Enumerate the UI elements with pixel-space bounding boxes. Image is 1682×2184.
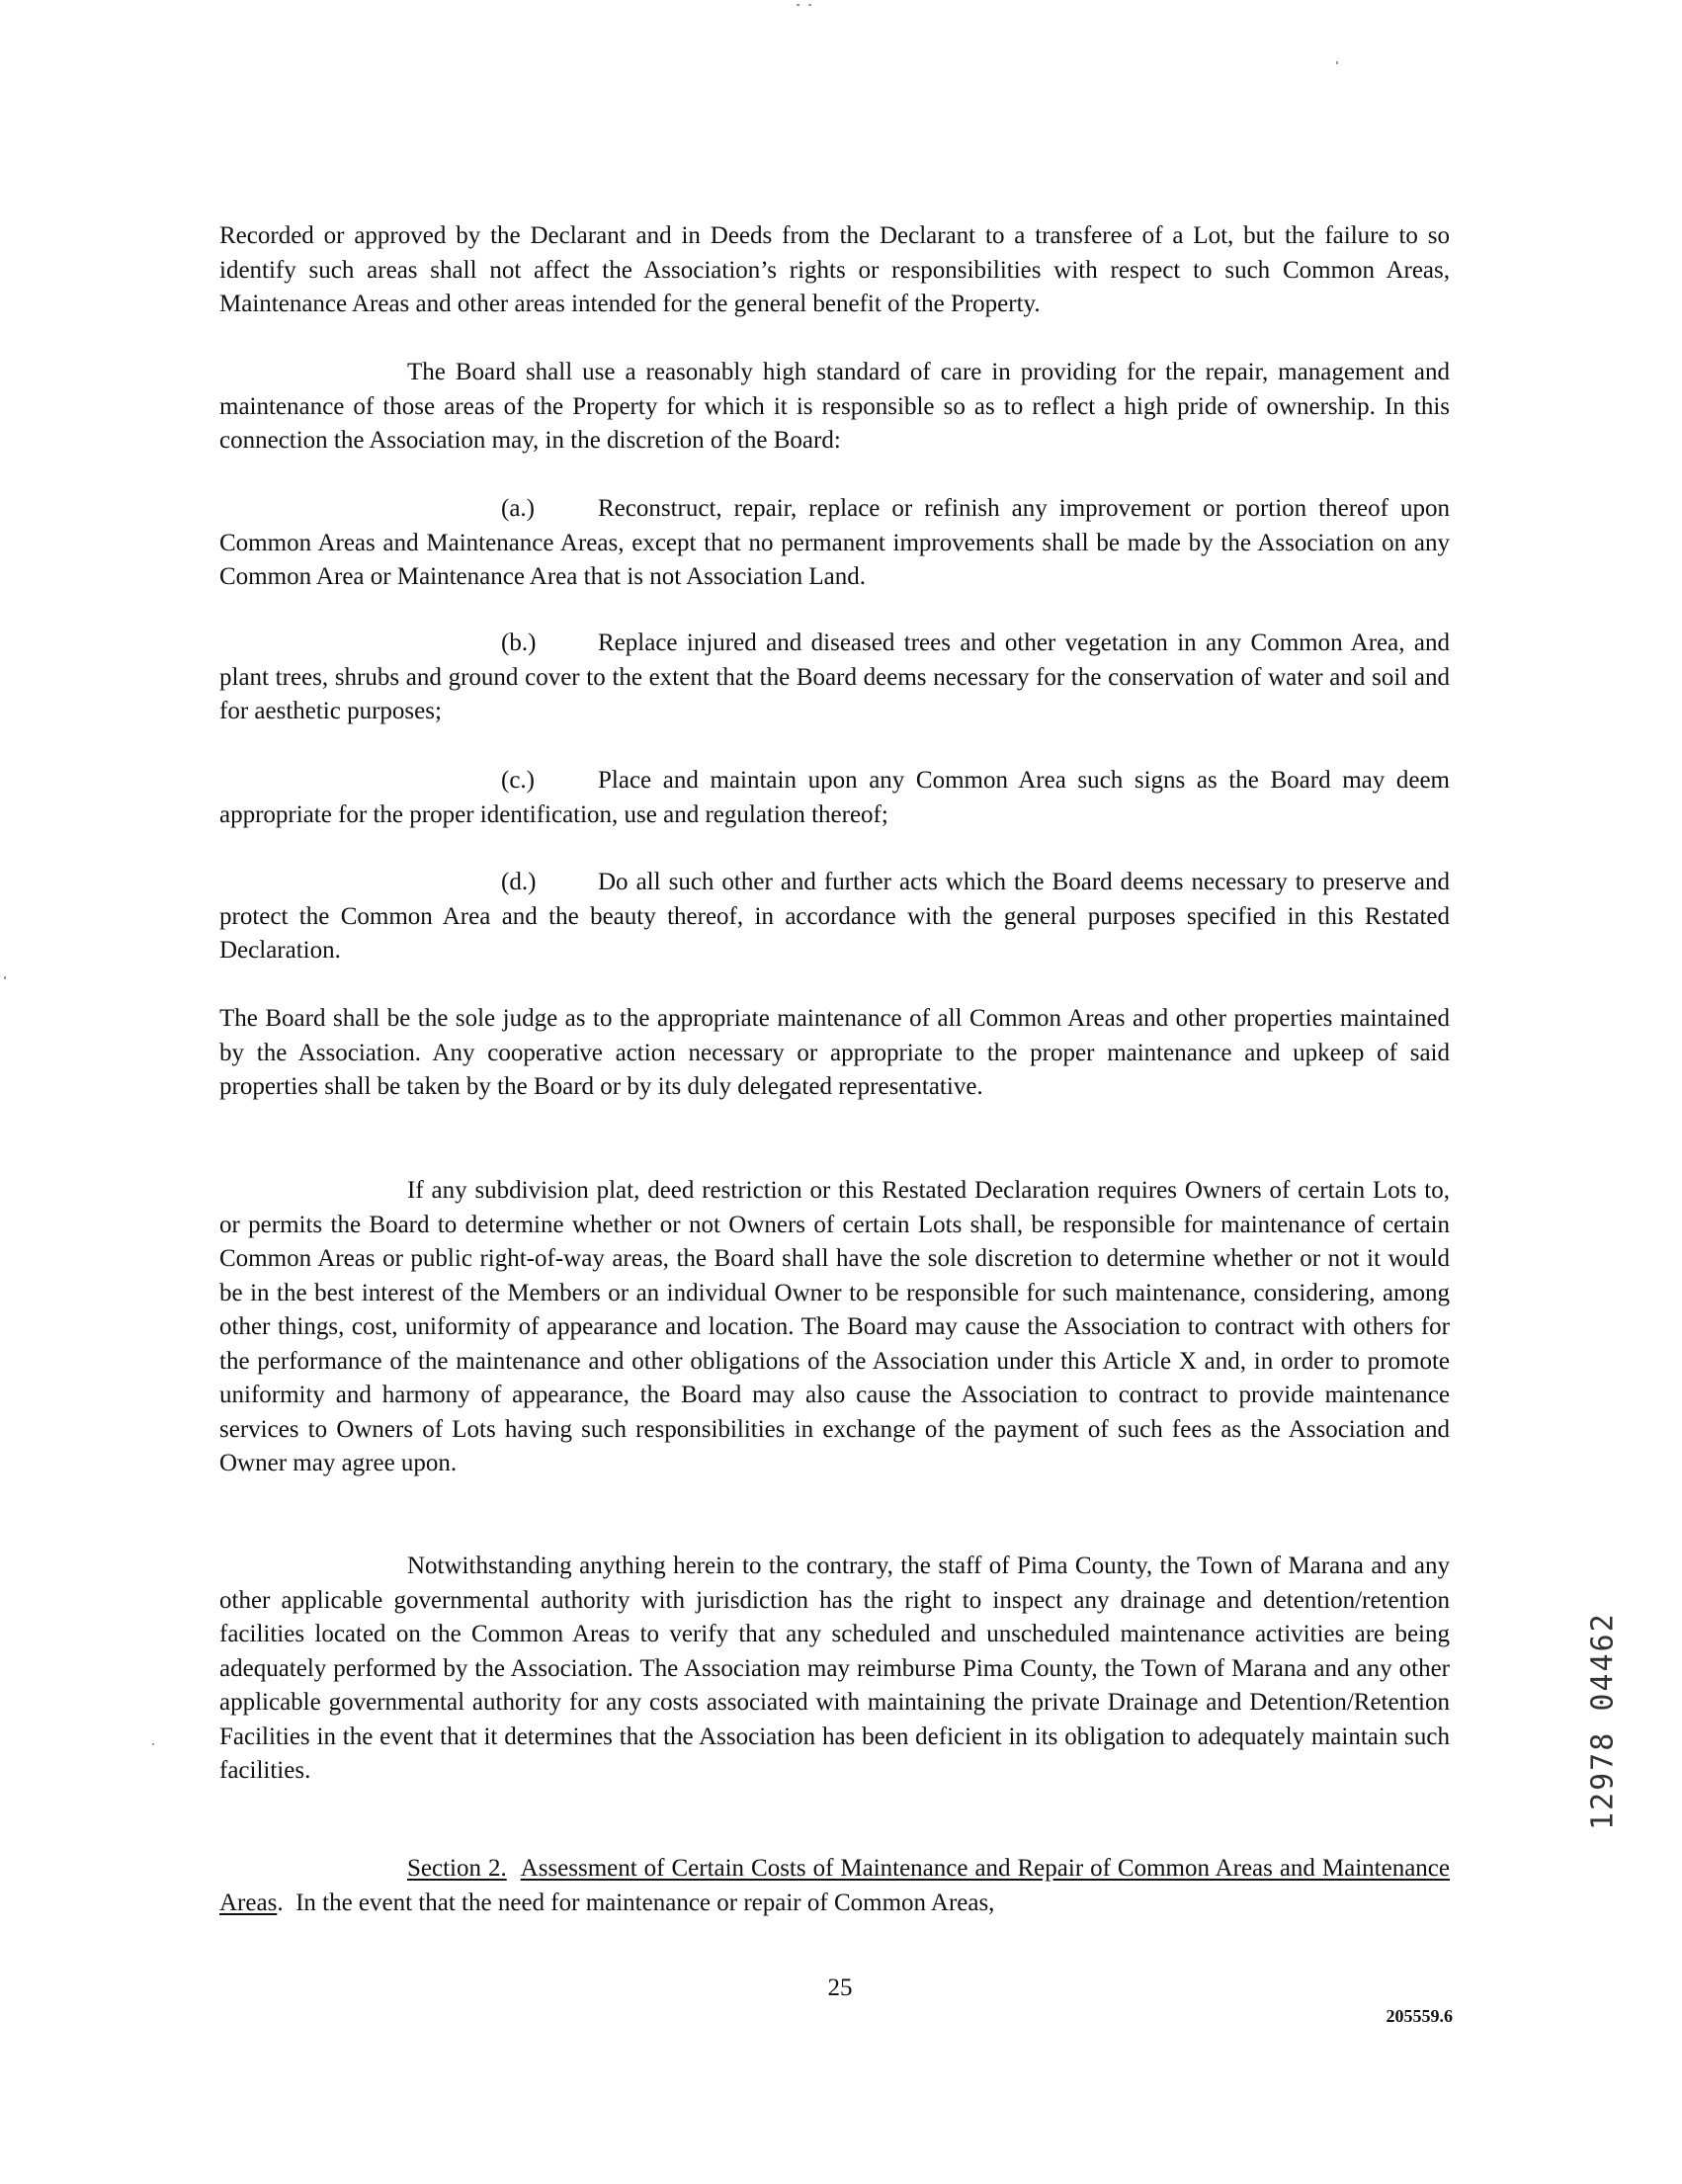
section-2-label: Section 2. (407, 1855, 507, 1882)
list-label-d: (d.) (501, 869, 537, 895)
list-item-a (219, 492, 1450, 595)
list-text-c: Place and maintain upon any Common Area such signs as the Board may deem appropriate for the proper identification, use and regulation thereof; (219, 767, 1450, 828)
scan-speck (808, 4, 811, 6)
paragraph-pima-county-inspection: Notwithstanding anything herein to the contrary, the staff of Pima County, the Town of Marana and any other applicable governmental authority with jurisdiction has the right to inspect any drainage and detention/retention facilities located on the Common Areas to verify that any scheduled and unscheduled maintenance activities are being adequately performed by the Association. The Association may reimburse Pima County, the Town of Marana and any other applicable governmental authority for any costs associated with maintaining the private Drainage and Detention/Retention Facilities in the event that it determines that the Association has been deficient in its obligation to adequately maintain such facilities. (219, 1553, 1450, 1784)
list-label-c: (c.) (501, 767, 535, 794)
paragraph-board-standard-of-care: The Board shall use a reasonably high standard of care in providing for the repair, management and maintenance of those areas of the Property for which it is responsible so as to reflect a high pride of ownership. In this connection the Association may, in the discretion of the Board: (219, 359, 1450, 454)
document-id: 205559.6 (1386, 2006, 1453, 2026)
list-label-a: (a.) (501, 495, 535, 522)
scan-speck (4, 976, 6, 979)
section-2-heading: Assessment of Certain Costs of Maintenance and Repair of Common Areas and Maintenance Areas (219, 1855, 1450, 1916)
section-2-heading-period: . (277, 1889, 284, 1916)
scan-speck (1336, 61, 1338, 64)
paragraph-continuation: Recorded or approved by the Declarant and in Deeds from the Declarant to a transferee of a Lot, but the failure to so identify such areas shall not affect the Association’s rights or responsibilities with respect to such Common Areas, Maintenance Areas and other areas intended for the general benefit of the Property. (219, 222, 1450, 317)
scan-speck (797, 4, 799, 6)
paragraph-board-sole-judge: The Board shall be the sole judge as to the appropriate maintenance of all Common Areas and other properties maintained by the Association. Any cooperative action necessary or appropriate to the proper maintenance and upkeep of said properties shall be taken by the Board or by its duly delegated representative. (219, 1005, 1450, 1100)
list-text-b: Replace injured and diseased trees and other vegetation in any Common Area, and plant trees, shrubs and ground cover to the extent that the Board deems necessary for the conservation of water and soil and for aesthetic purposes; (219, 630, 1450, 724)
section-2-paragraph (219, 1852, 1450, 1920)
recording-number: 12978 04462 (1585, 1612, 1621, 1831)
list-item-c (219, 764, 1450, 832)
list-label-b: (b.) (501, 630, 537, 656)
paragraph-subdivision-plat: If any subdivision plat, deed restriction or this Restated Declaration requires Owners of certain Lots to, or permits the Board to determine whether or not Owners of certain Lots shall, be responsible for maintenance of certain Common Areas or public right-of-way areas, the Board shall have the sole discretion to determine whether or not it would be in the best interest of the Members or an individual Owner to be responsible for such maintenance, considering, among other things, cost, uniformity of appearance and location. The Board may cause the Association to contract with others for the performance of the maintenance and other obligations of the Association under this Article X and, in order to promote uniformity and harmony of appearance, the Board may also cause the Association to contract to provide maintenance services to Owners of Lots having such responsibilities in exchange of the payment of such fees as the Association and Owner may agree upon. (219, 1177, 1450, 1476)
list-text-d: Do all such other and further acts which the Board deems necessary to preserve and protect the Common Area and the beauty thereof, in accordance with the general purposes specified in this Restated Declaration. (219, 869, 1450, 964)
list-item-d (219, 866, 1450, 968)
page-number: 25 (827, 1974, 853, 2001)
list-item-b (219, 627, 1450, 729)
section-2-text: In the event that the need for maintenance or repair of Common Areas, (295, 1889, 995, 1916)
list-text-a: Reconstruct, repair, replace or refinish any improvement or portion thereof upon Common Areas and Maintenance Areas, except that no permanent improvements shall be made by the Association on any Common Area or Maintenance Area that is not Association Land. (219, 495, 1450, 590)
scan-speck (152, 1743, 154, 1745)
